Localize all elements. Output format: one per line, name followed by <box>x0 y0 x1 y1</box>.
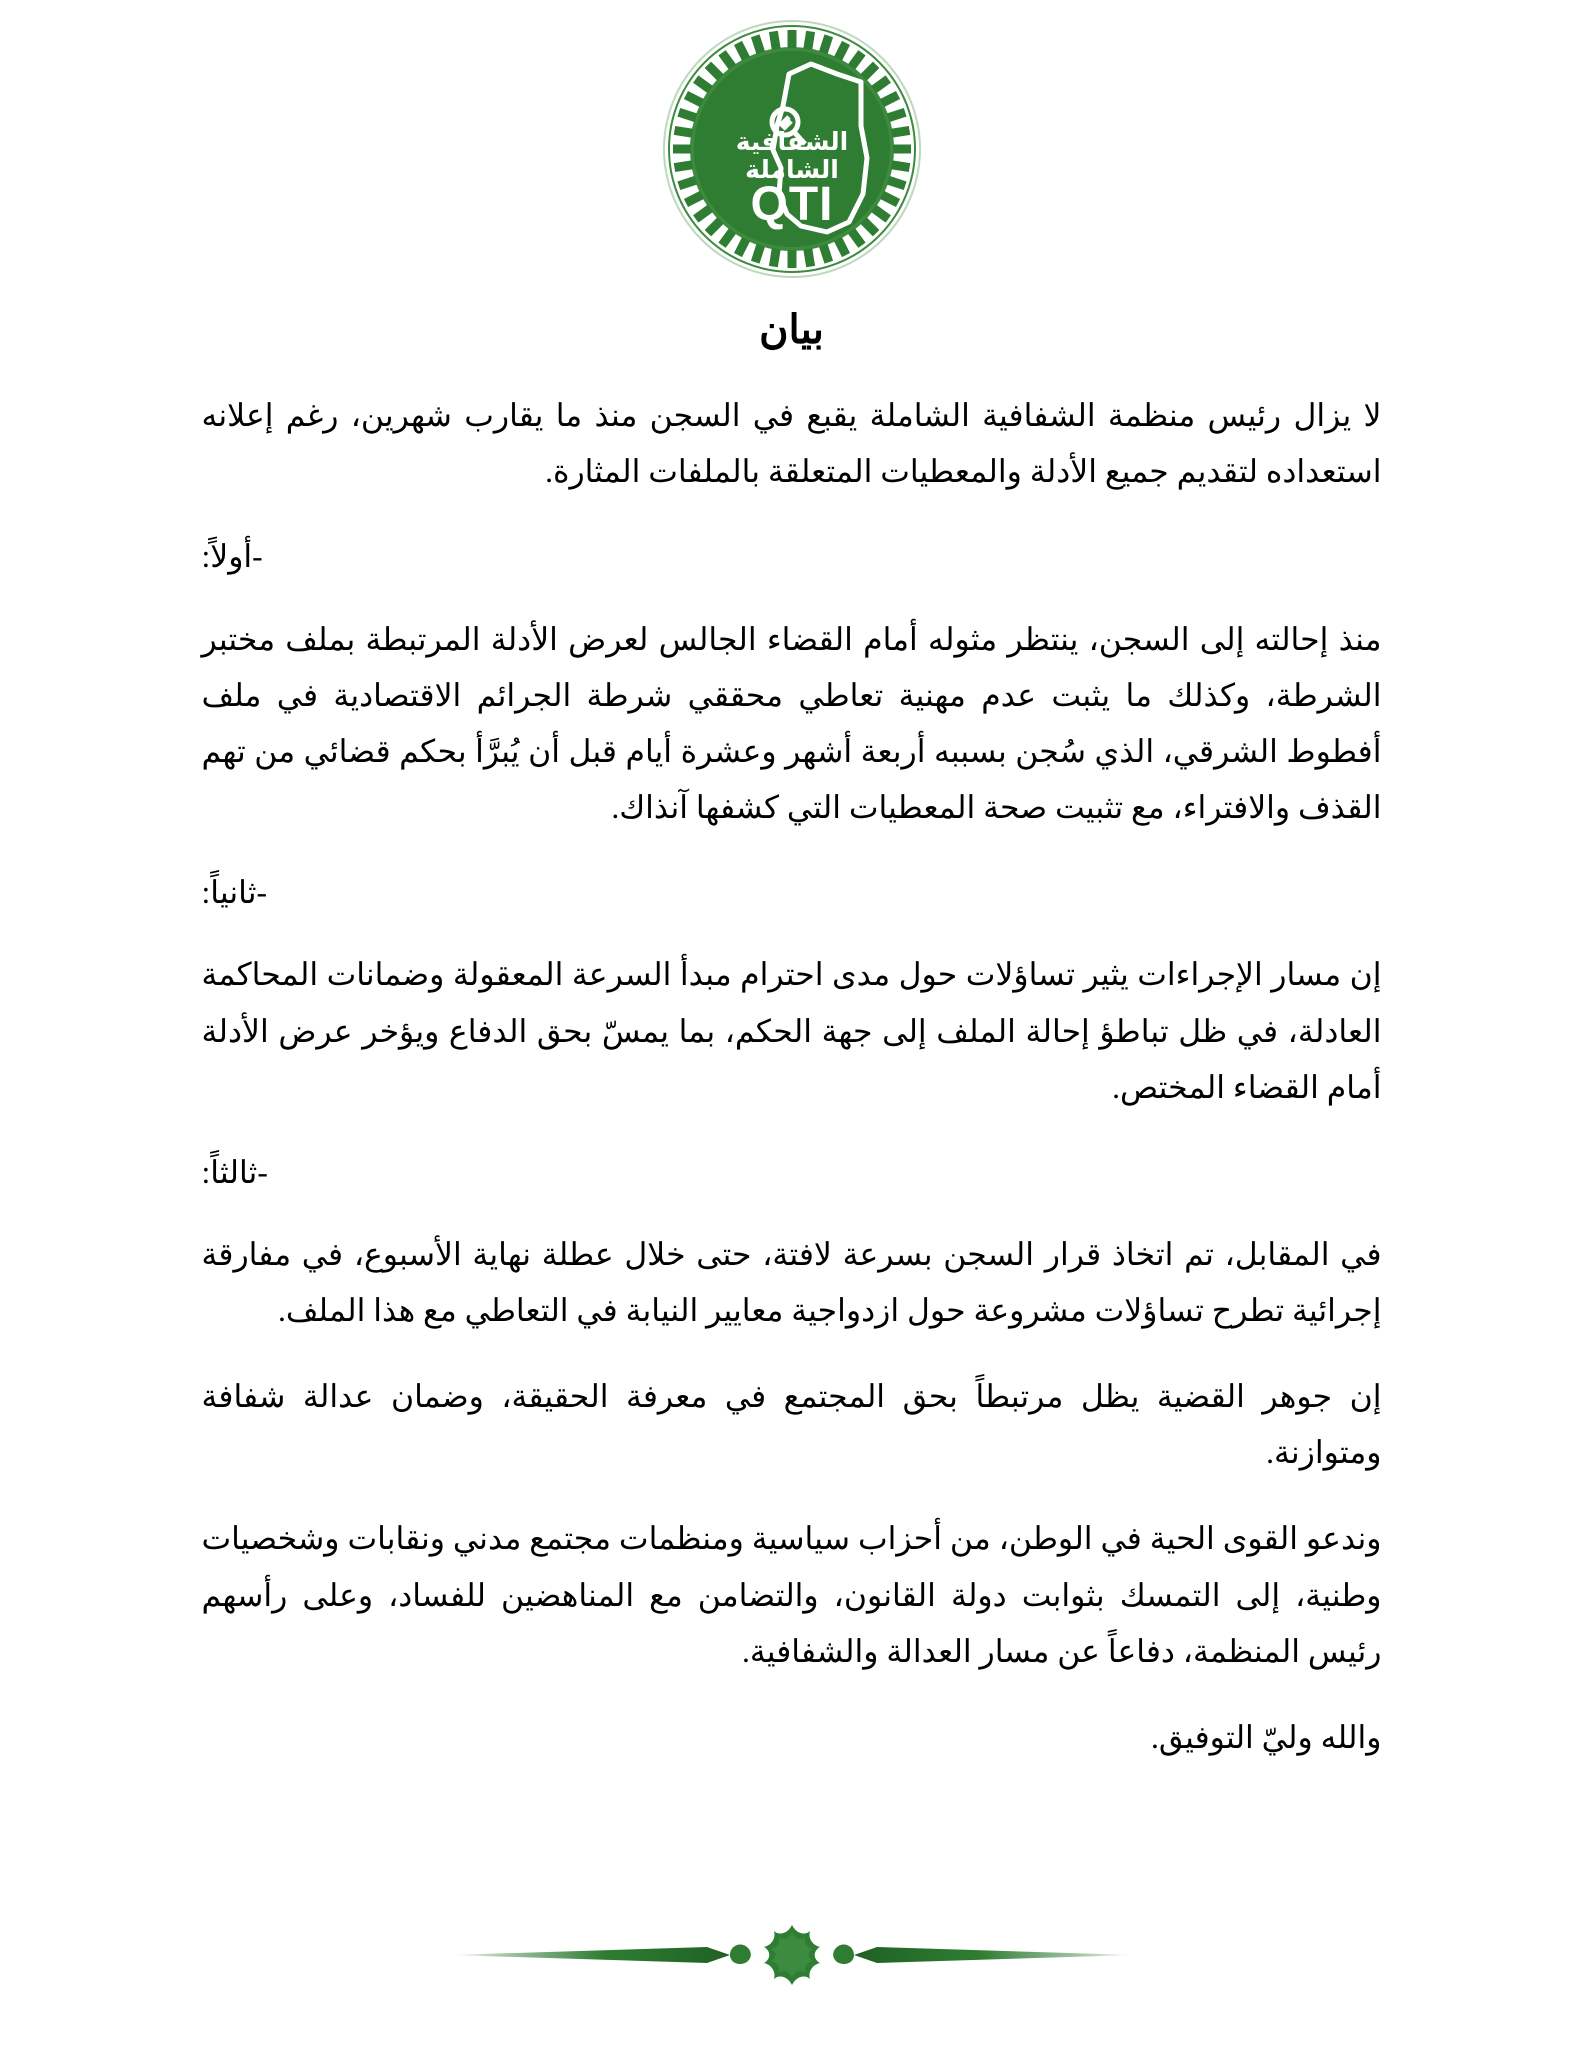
section-paragraph-first: منذ إحالته إلى السجن، ينتظر مثوله أمام القضاء الجالس لعرض الأدلة المرتبطة بملف مختبر الشرطة، وكذلك ما يثبت عدم مهنية تعاطي محققي شرطة الجرائم الاقتصادية في ملف أفطوط الشرقي، الذي سُجن بسببه أربعة أشهر وعشرة أيام قبل أن يُبرَّأ بحكم قضائي من تهم القذف والافتراء، مع تثبيت صحة المعطيات التي كشفها آنذاك. <box>201 621 1382 825</box>
page-title: بيان <box>759 307 824 352</box>
logo-acronym: QTI <box>750 178 833 231</box>
logo-line1: الشفافية <box>735 127 848 156</box>
footer-ornament <box>0 1920 1583 1990</box>
section-heading-first: -أولاً: <box>201 539 263 575</box>
intro-paragraph: لا يزال رئيس منظمة الشفافية الشاملة يقبع في السجن منذ ما يقارب شهرين، رغم إعلانه استعداده لتقديم جميع الأدلة والمعطيات المتعلقة بالملفات المثارة. <box>201 398 1382 490</box>
logo-line2: الشاملة <box>744 155 839 184</box>
section-heading-third: -ثالثاً: <box>201 1154 268 1190</box>
logo-container <box>0 0 1583 280</box>
closing-paragraph: والله وليّ التوفيق. <box>1150 1719 1382 1755</box>
floral-divider-icon <box>442 1920 1142 1990</box>
qti-organization-seal-icon <box>661 18 923 280</box>
section-paragraph-second: إن مسار الإجراءات يثير تساؤلات حول مدى احترام مبدأ السرعة المعقولة وضمانات المحاكمة العادلة، في ظل تباطؤ إحالة الملف إلى جهة الحكم، بما يمسّ بحق الدفاع ويؤخر عرض الأدلة أمام القضاء المختص. <box>201 957 1382 1105</box>
statement-body <box>202 354 1382 1766</box>
section-paragraph-third: في المقابل، تم اتخاذ قرار السجن بسرعة لافتة، حتى خلال عطلة نهاية الأسبوع، في مفارقة إجرائية تطرح تساؤلات مشروعة حول ازدواجية معايير النيابة في التعاطي مع هذا الملف. <box>201 1237 1382 1329</box>
core-paragraph: إن جوهر القضية يظل مرتبطاً بحق المجتمع في معرفة الحقيقة، وضمان عدالة شفافة ومتوازنة. <box>201 1379 1382 1471</box>
section-heading-second: -ثانياً: <box>201 874 267 910</box>
call-to-action-paragraph: وندعو القوى الحية في الوطن، من أحزاب سياسية ومنظمات مجتمع مدني ونقابات وشخصيات وطنية، إلى التمسك بثوابت دولة القانون، والتضامن مع المناهضين للفساد، وعلى رأسهم رئيس المنظمة، دفاعاً عن مسار العدالة والشفافية. <box>201 1521 1382 1669</box>
